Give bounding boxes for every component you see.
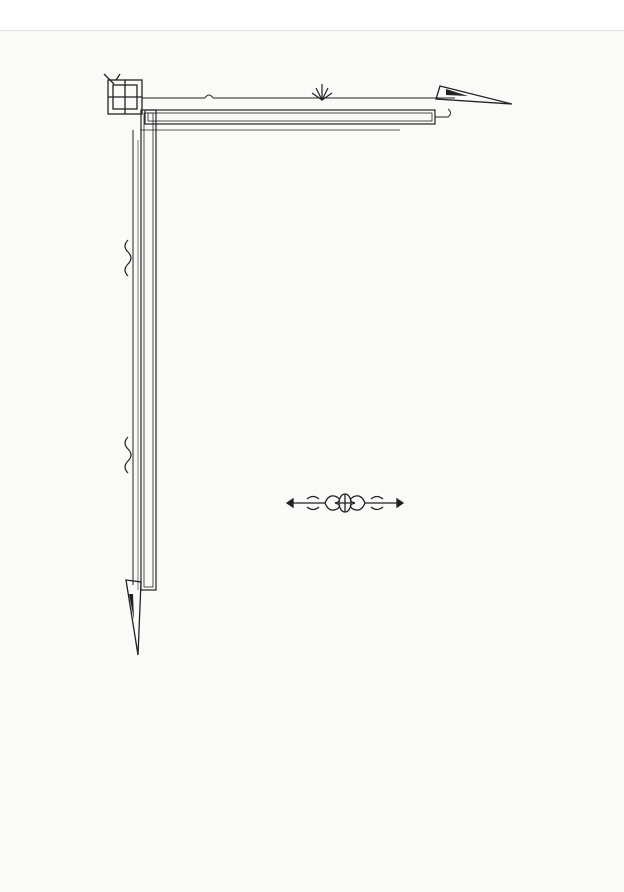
scroll-ornament-icon: [285, 488, 405, 518]
